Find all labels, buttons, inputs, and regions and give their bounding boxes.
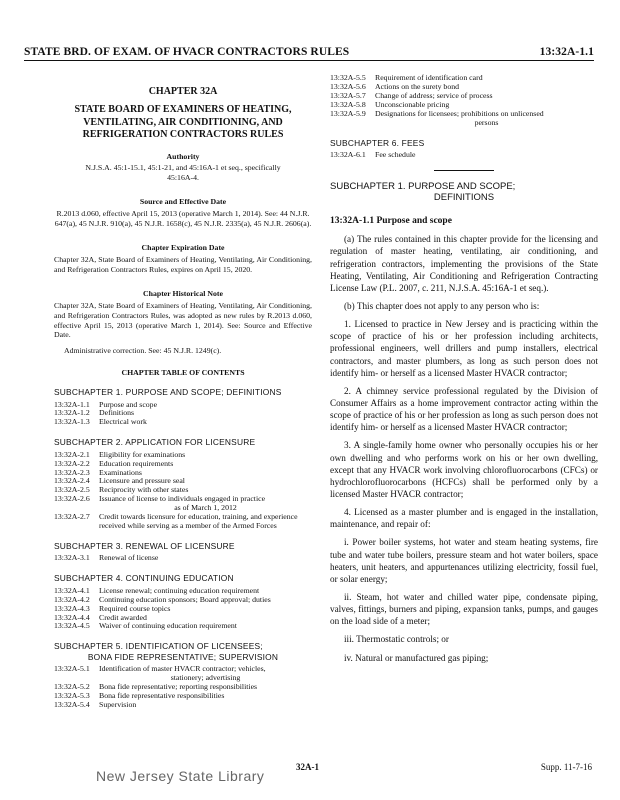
subchapter-heading-cont: BONA FIDE REPRESENTATIVE; SUPERVISION	[87, 651, 279, 662]
supplement-date: Supp. 11-7-16	[540, 762, 592, 772]
toc-row: 13:32A-4.1 License renewal; continuing education requirement	[54, 585, 260, 595]
toc-row: 13:32A-2.6 Issuance of license to individuals engaged in practice	[54, 494, 266, 504]
toc-row: 13:32A-1.1 Purpose and scope	[54, 399, 158, 409]
toc-row: 13:32A-3.1 Renewal of license	[54, 553, 159, 563]
toc-row: 13:32A-5.7 Change of address; service of process	[330, 90, 493, 100]
toc-row: 13:32A-4.4 Credit awarded	[54, 612, 147, 622]
library-watermark: New Jersey State Library	[96, 768, 265, 784]
source-text: R.2013 d.060, effective April 15, 2013 (operative March 1, 2014). See: 44 N.J.R. 647(a), 45 N.J.R. 910(a), 45 N.J.R. 1658(c), 45 N.J.R. 2335(a), 45 N.J.R. 2606(a).	[54, 209, 312, 228]
paragraph-b-4-iii: iii. Thermostatic controls; or	[344, 634, 449, 645]
toc-row: 13:32A-1.2 Definitions	[54, 408, 135, 418]
toc-row: 13:32A-4.5 Waiver of continuing education requirement	[54, 621, 237, 631]
paragraph-b-3: 3. A single-family home owner who personally occupies his or her own dwelling and who performs work on his or her own dwelling, except that any HVACR work involving chlorofluorocarbons (CFCs) or hydrochlorofluorocarbons (HCFCs) shall be performed only by a licensed Master HVACR contractor;	[330, 440, 598, 499]
toc-row: 13:32A-5.9 Designations for licensees; prohibitions on unlicensed	[330, 108, 544, 118]
toc-subchapter-6	[330, 138, 598, 160]
subchapter-heading: SUBCHAPTER 5. IDENTIFICATION OF LICENSEES;	[54, 641, 263, 652]
toc-row: 13:32A-5.1 Identification of master HVACR contractor; vehicles,	[54, 663, 266, 673]
header-section-number: 13:32A-1.1	[539, 46, 594, 58]
page-number: 32A-1	[296, 762, 319, 772]
subchapter-heading: SUBCHAPTER 4. CONTINUING EDUCATION	[54, 573, 234, 584]
toc-subchapter-2	[54, 437, 312, 531]
history-heading: Chapter Historical Note	[143, 288, 223, 298]
authority-heading: Authority	[166, 151, 200, 161]
toc-row-continuation: stationery; advertising	[170, 672, 241, 682]
right-column	[330, 74, 598, 664]
paragraph-b-4-iv: iv. Natural or manufactured gas piping;	[344, 652, 489, 663]
toc-row-continuation: as of March 1, 2012	[174, 503, 237, 513]
subchapter-1-title-cont: DEFINITIONS	[433, 192, 495, 204]
toc-row-continuation: persons	[474, 117, 499, 127]
toc-subchapter-5	[54, 641, 312, 709]
rule-heading: 13:32A-1.1 Purpose and scope	[330, 215, 452, 226]
expiration-heading: Chapter Expiration Date	[141, 242, 225, 252]
toc-row: 13:32A-2.2 Education requirements	[54, 458, 174, 468]
toc-row: 13:32A-5.8 Unconscionable pricing	[330, 99, 450, 109]
toc-row: 13:32A-5.3 Bona fide representative responsibilities	[54, 690, 225, 700]
running-header	[24, 40, 594, 61]
subchapter-heading: SUBCHAPTER 1. PURPOSE AND SCOPE; DEFINITIONS	[54, 387, 282, 398]
toc-row: 13:32A-2.3 Examinations	[54, 467, 142, 477]
toc-row: 13:32A-5.5 Requirement of identification card	[330, 73, 483, 82]
chapter-title: STATE BOARD OF EXAMINERS OF HEATING, VENTILATING, AIR CONDITIONING, AND REFRIGERATION CONTRACTORS RULES	[74, 104, 292, 141]
toc-subchapter-5-cont	[330, 74, 598, 128]
toc-subchapter-1	[54, 387, 312, 427]
expiration-text: Chapter 32A, State Board of Examiners of Heating, Ventilating, Air Conditioning, and Refrigeration Contractors Rules, expires on April 15, 2020.	[54, 255, 312, 274]
subchapter-heading: SUBCHAPTER 3. RENEWAL OF LICENSURE	[54, 541, 235, 552]
subchapter-heading: SUBCHAPTER 2. APPLICATION FOR LICENSURE	[54, 437, 256, 448]
toc-row: 13:32A-4.2 Continuing education sponsors; Board approval; duties	[54, 594, 271, 604]
toc-subchapter-3	[54, 541, 312, 563]
section-divider	[434, 170, 494, 171]
authority-text: N.J.S.A. 45:1-15.1, 45:1-21, and 45:16A-1 et seq., specifically 45:16A-4.	[85, 163, 281, 182]
paragraph-b: (b) This chapter does not apply to any person who is:	[344, 300, 540, 311]
toc-row: 13:32A-2.7 Credit towards licensure for education, training, and experience received while serving as a member of the Armed Forces	[54, 512, 298, 531]
toc-row: 13:32A-4.3 Required course topics	[54, 603, 171, 613]
toc-row: 13:32A-1.3 Electrical work	[54, 417, 147, 427]
paragraph-b-1: 1. Licensed to practice in New Jersey and is practicing within the scope of practice of his or her profession including architects, professional engineers, well drillers and pump installers, electrical contractors, and master plumbers, as long as such person does not identify him- or herself as a licensed Master HVACR contractor;	[330, 319, 598, 378]
subchapter-heading: SUBCHAPTER 6. FEES	[330, 137, 425, 148]
toc-heading: CHAPTER TABLE OF CONTENTS	[121, 367, 245, 377]
paragraph-b-4-ii: ii. Steam, hot water and chilled water pipe, condensate piping, valves, fittings, burners and piping, expansion tanks, pumps, and gauges on the load side of a meter;	[330, 591, 598, 627]
left-column	[54, 74, 312, 710]
paragraph-a: (a) The rules contained in this chapter provide for the licensing and regulation of master heating, ventilating, air conditioning, and refrigeration contractors, implementing the provisions of the State Heating, Ventilating, Air Conditioning and Refrigeration Contracting License Law (P.L. 2007, c. 211, N.J.S.A. 45:16A-1 et seq.).	[330, 234, 598, 293]
toc-row: 13:32A-2.4 Licensure and pressure seal	[54, 476, 185, 486]
toc-row: 13:32A-2.1 Eligibility for examinations	[54, 449, 186, 459]
toc-row: 13:32A-6.1 Fee schedule	[330, 149, 416, 159]
source-heading: Source and Effective Date	[139, 196, 227, 206]
header-title: STATE BRD. OF EXAM. OF HVACR CONTRACTORS RULES	[24, 46, 350, 58]
subchapter-1-title: SUBCHAPTER 1. PURPOSE AND SCOPE;	[330, 180, 516, 192]
paragraph-b-2: 2. A chimney service professional regulated by the Division of Consumer Affairs as a home improvement contractor acting within the scope of practice of his or her profession as long as such person does not identify him- or herself as a licensed Master HVACR contractor;	[330, 385, 598, 433]
paragraph-b-4-i: i. Power boiler systems, hot water and steam heating systems, fire tube and water tube boilers, pressure steam and hot water boilers, space heaters, unit heaters, and appurtenances utilizing electricity, fossil fuel, or solar energy;	[330, 537, 598, 584]
paragraph-b-4: 4. Licensed as a master plumber and is engaged in the installation, maintenance, and repair of:	[330, 507, 598, 530]
toc-subchapter-4	[54, 573, 312, 631]
chapter-number: CHAPTER 32A	[148, 86, 218, 97]
toc-row: 13:32A-2.5 Reciprocity with other states	[54, 485, 189, 495]
admin-correction-text: Administrative correction. See: 45 N.J.R. 1249(c).	[64, 346, 222, 356]
toc-row: 13:32A-5.6 Actions on the surety bond	[330, 81, 460, 91]
toc-row: 13:32A-5.2 Bona fide representative; reporting responsibilities	[54, 681, 258, 691]
toc-row: 13:32A-5.4 Supervision	[54, 699, 137, 709]
history-text: Chapter 32A, State Board of Examiners of Heating, Ventilating, Air Conditioning, and Refrigeration Contractors Rules, was adopted as new rules by R.2013 d.060, effective April 15, 2013 (operative March 1, 2014). See: Source and Effective Date.	[54, 301, 312, 340]
